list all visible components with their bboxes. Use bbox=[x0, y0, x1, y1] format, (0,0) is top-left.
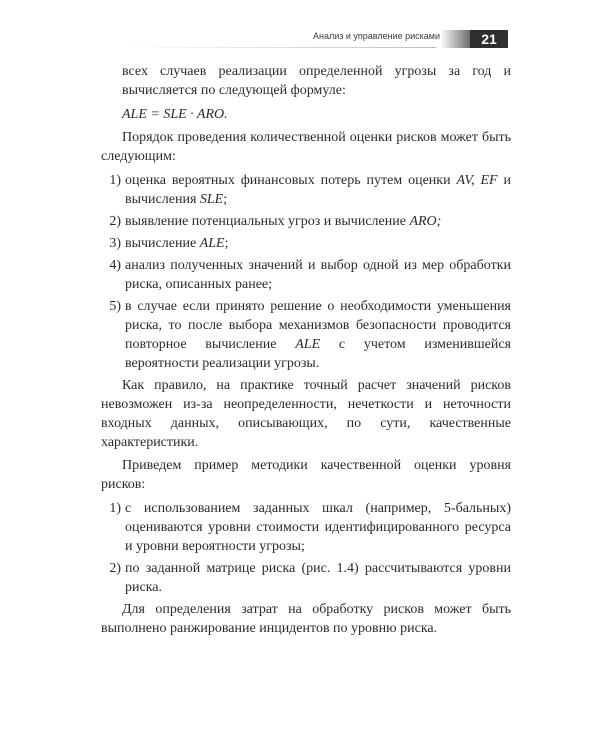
list-item-text: выявление потенциальных угроз и вычисление ARO; bbox=[125, 214, 442, 229]
ale-formula: ALE = SLE · ARO. bbox=[122, 107, 228, 122]
list-item-text: с использованием заданных шкал (например, 5-бальных) оцениваются уровни стоимости идентифицированного ресурса и уровни вероятности угрозы; bbox=[125, 501, 511, 554]
list-item bbox=[101, 297, 511, 373]
practice-paragraph: Как правило, на практике точный расчет значений рисков невозможен из-за неопределенности, нечеткости и неточности входных данных, описывающих, по сути, качественные характеристики. bbox=[101, 378, 511, 450]
list-item-number: 3) bbox=[109, 236, 121, 251]
list-item-number: 1) bbox=[109, 173, 121, 188]
final-paragraph: Для определения затрат на обработку рисков может быть выполнено ранжирование инцидентов по уровню риска. bbox=[101, 602, 511, 636]
quant-intro-paragraph: Порядок проведения количественной оценки рисков может быть следующим: bbox=[101, 130, 511, 164]
list-item bbox=[101, 234, 511, 253]
page-content bbox=[101, 62, 511, 638]
running-header bbox=[0, 30, 600, 48]
list-item-number: 2) bbox=[109, 214, 121, 229]
header-rule bbox=[120, 47, 436, 48]
list-item-text: в случае если принято решение о необходимости уменьшения риска, то после выбора механизмов безопасности проводится повторное вычисление ALE с учетом изменившейся вероятности реализации угрозы. bbox=[125, 299, 511, 371]
list-item-text: вычисление ALE; bbox=[125, 236, 229, 251]
page-number: 21 bbox=[470, 30, 508, 48]
list-item-text: по заданной матрице риска (рис. 1.4) рассчитываются уровни риска. bbox=[125, 561, 511, 595]
list-item bbox=[101, 256, 511, 294]
list-item bbox=[101, 212, 511, 231]
list-item bbox=[101, 499, 511, 556]
list-item-number: 1) bbox=[109, 501, 121, 516]
list-item-text: оценка вероятных финансовых потерь путем оценки AV, EF и вычисления SLE; bbox=[125, 173, 511, 207]
continuation-paragraph: всех случаев реализации определенной угрозы за год и вычисляется по следующей формуле: bbox=[122, 64, 511, 98]
qual-steps-list bbox=[101, 499, 511, 597]
list-item-number: 2) bbox=[109, 561, 121, 576]
list-item bbox=[101, 171, 511, 209]
list-item bbox=[101, 559, 511, 597]
quant-steps-list bbox=[101, 171, 511, 373]
running-title: Анализ и управление рисками bbox=[312, 31, 440, 41]
header-gradient-block bbox=[440, 30, 470, 48]
list-item-number: 5) bbox=[109, 299, 121, 314]
qual-intro-paragraph: Приведем пример методики качественной оценки уровня рисков: bbox=[101, 458, 511, 492]
list-item-text: анализ полученных значений и выбор одной из мер обработки риска, описанных ранее; bbox=[125, 258, 511, 292]
list-item-number: 4) bbox=[109, 258, 121, 273]
